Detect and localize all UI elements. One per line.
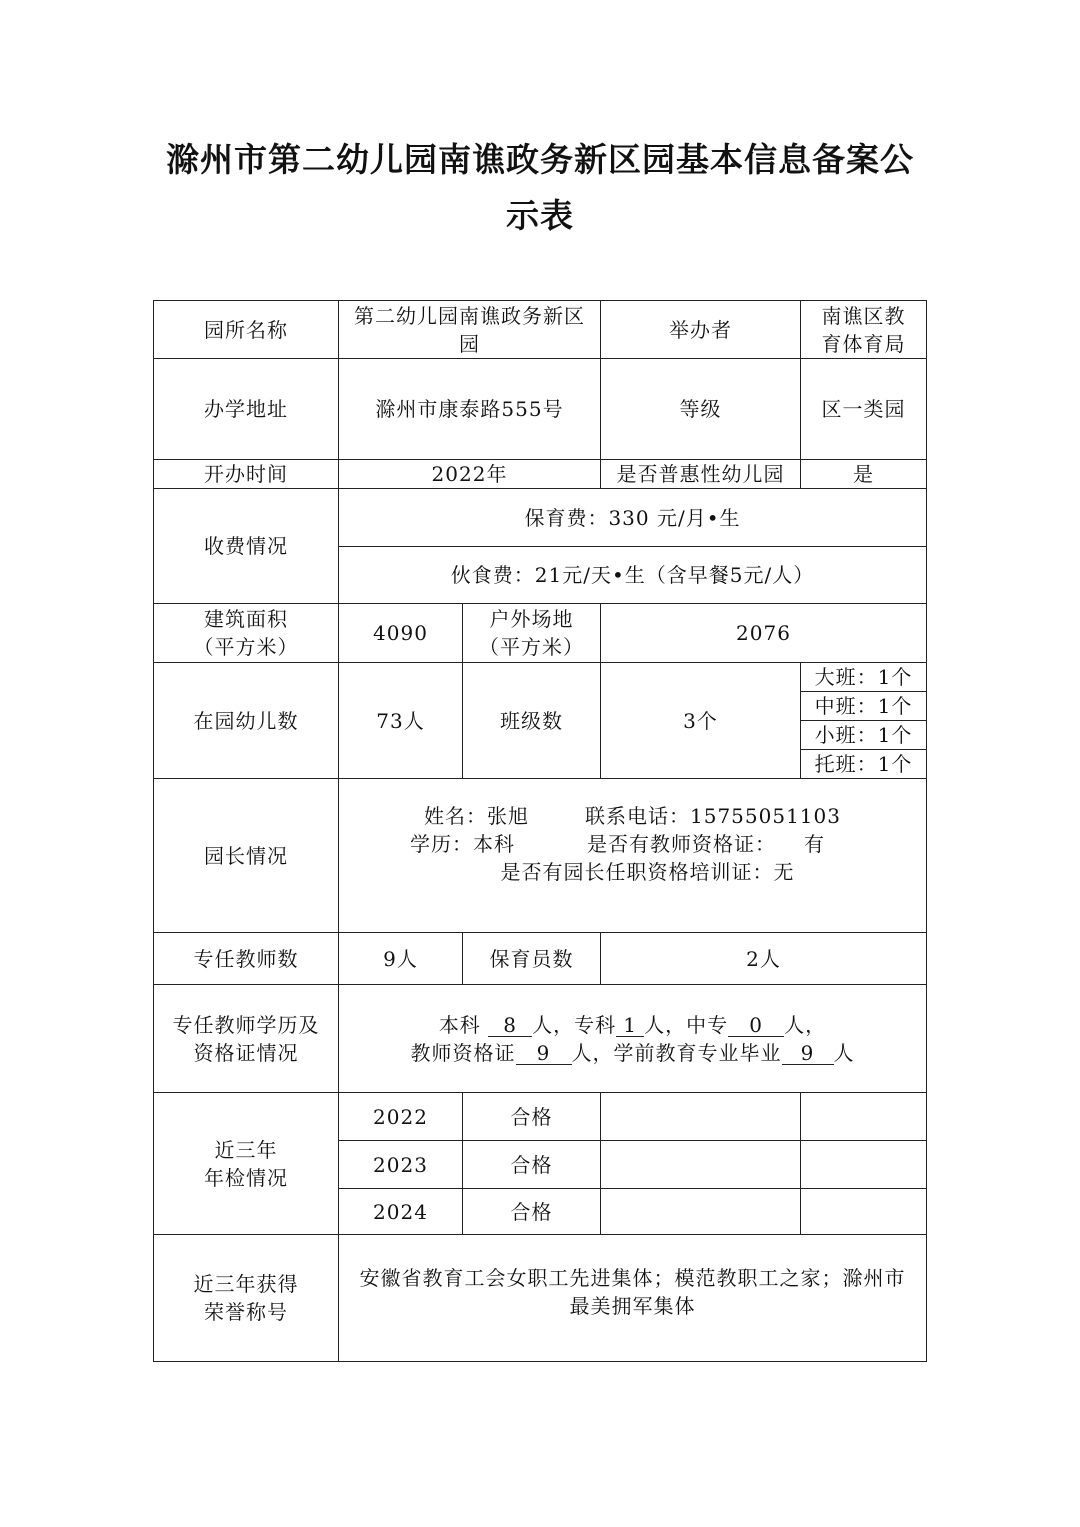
director-cert-value: 有: [803, 831, 825, 856]
director-training: 是否有园长任职资格培训证：无: [500, 859, 795, 884]
outdoor-area-value: 2076: [600, 603, 927, 663]
inspection-label: 近三年 年检情况: [153, 1092, 339, 1235]
class-breakdown-item: 中班：1个: [800, 691, 927, 721]
organizer-value: 南谯区教 育体育局: [800, 300, 927, 359]
puhui-label: 是否普惠性幼儿园: [600, 459, 801, 489]
inspection-year: 2023: [338, 1140, 463, 1189]
director-education: 学历：本科: [409, 831, 515, 856]
founding-value: 2022年: [338, 459, 601, 489]
qualification-label: 专任教师学历及 资格证情况: [153, 984, 339, 1093]
title-line-1: 滁州市第二幼儿园南谯政务新区园基本信息备案公: [166, 140, 914, 179]
inspection-result: 合格: [462, 1188, 601, 1235]
inspection-empty-cell: [800, 1188, 927, 1235]
children-label: 在园幼儿数: [153, 662, 339, 779]
class-breakdown-item: 小班：1个: [800, 720, 927, 750]
fees-label: 收费情况: [153, 488, 339, 604]
director-phone: 联系电话：15755051103: [585, 803, 841, 828]
inspection-result: 合格: [462, 1140, 601, 1189]
director-label: 园长情况: [153, 778, 339, 933]
grade-label: 等级: [600, 358, 801, 460]
honors-value: 安徽省教育工会女职工先进集体；模范教职工之家；滁州市 最美拥军集体: [338, 1234, 927, 1362]
outdoor-area-label: 户外场地 （平方米）: [462, 603, 601, 663]
children-count: 73人: [338, 662, 463, 779]
director-name: 姓名：张旭: [424, 803, 529, 828]
associate-count: 1: [616, 1014, 644, 1037]
grade-value: 区一类园: [800, 358, 927, 460]
organizer-label: 举办者: [600, 300, 801, 359]
inspection-year: 2022: [338, 1092, 463, 1141]
class-count-label: 班级数: [462, 662, 601, 779]
kindergarten-name-label: 园所名称: [153, 300, 339, 359]
founding-label: 开办时间: [153, 459, 339, 489]
secondary-count: 0: [728, 1014, 784, 1037]
inspection-empty-cell: [800, 1140, 927, 1189]
qualification-info: 本科 8 人，专科 1 人，中专 0 人， 教师资格证 9 人，学前教育专业毕业 9 人: [338, 984, 927, 1093]
care-fee: 保育费：330 元/月•生: [338, 488, 927, 547]
caregiver-count-label: 保育员数: [462, 932, 601, 985]
teacher-count-label: 专任教师数: [153, 932, 339, 985]
class-count-value: 3个: [600, 662, 801, 779]
building-area-value: 4090: [338, 603, 463, 663]
inspection-empty-cell: [600, 1140, 801, 1189]
director-cert-label: 是否有教师资格证：: [586, 831, 776, 856]
director-info: [338, 778, 927, 933]
address-value: 滁州市康泰路555号: [338, 358, 601, 460]
caregiver-count-value: 2人: [600, 932, 927, 985]
inspection-empty-cell: [800, 1092, 927, 1141]
bachelor-count: 8: [488, 1014, 532, 1037]
address-label: 办学地址: [153, 358, 339, 460]
building-area-label: 建筑面积 （平方米）: [153, 603, 339, 663]
kindergarten-name-value: 第二幼儿园南谯政务新区 园: [338, 300, 601, 359]
honors-label: 近三年获得 荣誉称号: [153, 1234, 339, 1362]
preschool-count: 9: [782, 1042, 834, 1065]
inspection-empty-cell: [600, 1092, 801, 1141]
meal-fee: 伙食费：21元/天•生（含早餐5元/人）: [338, 546, 927, 604]
inspection-result: 合格: [462, 1092, 601, 1141]
cert-count: 9: [516, 1042, 572, 1065]
page-title: [0, 132, 1080, 244]
inspection-empty-cell: [600, 1188, 801, 1235]
class-breakdown-item: 托班：1个: [800, 749, 927, 779]
inspection-year: 2024: [338, 1188, 463, 1235]
teacher-count-value: 9人: [338, 932, 463, 985]
title-line-2: 示表: [506, 196, 574, 235]
class-breakdown-item: 大班：1个: [800, 662, 927, 692]
puhui-value: 是: [800, 459, 927, 489]
